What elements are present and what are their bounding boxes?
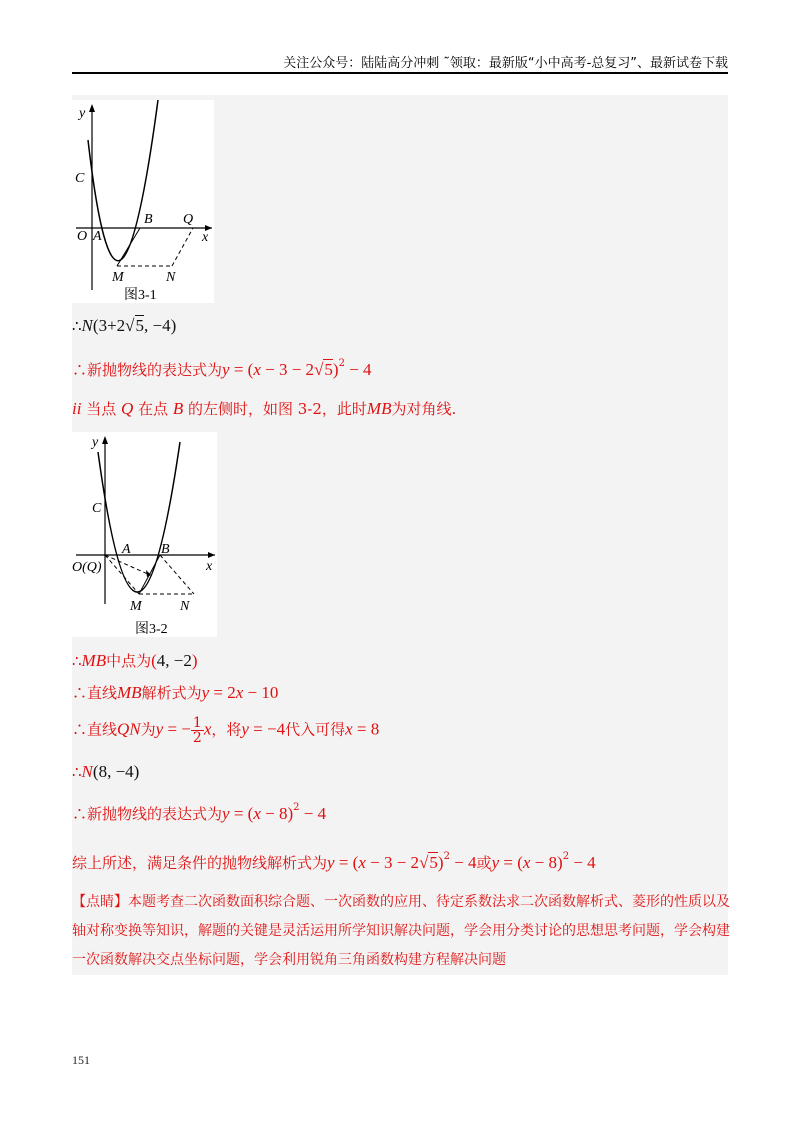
label-c: C [75,171,85,186]
figure-caption: 图3-2 [135,622,168,637]
label-y: y [79,106,86,121]
header-rule [72,72,728,74]
figure-3-2 [72,432,217,637]
figure-3-1 [72,100,214,303]
line-new-parabola-2: ∴新抛物线的表达式为$y = (x - 8)^2 - 4$ [72,802,327,823]
label-x: x [202,230,209,245]
label-b: B [161,542,170,557]
comment-paragraph: 【点睛】本题考查二次函数面积综合题、一次函数的应用、待定系数法求二次函数解析式、菱形的性质以及轴对称变换等知识，解题的关键是灵活运用所学知识解决问题，学会用分类讨论的思想思考问题，学会构建一次函数解决交点坐标问题，学会利用锐角三角函数构建方程解决问题 [72,894,730,968]
line-conclusion: 综上所述，满足条件的抛物线解析式为$y = (x - 3 - 2√5)^2 - 4$或$y = (x - 8)^2 - 4$ [72,851,596,872]
label-m: M [130,599,142,614]
label-c: C [92,501,102,516]
label-y: y [92,435,99,450]
figure-3-2-graph [72,432,217,637]
label-a: A [93,229,102,244]
line-new-parabola-1: ∴新抛物线的表达式为$y = (x - 3 - 2√5)^2 - 4$ [72,358,372,379]
page-header: 关注公众号：陆陆高分冲刺 ˜领取：最新版“小中高考-总复习”、最新试卷下载 [283,56,728,71]
fraction-one-half: $\frac{1}{2}$ [192,715,202,746]
page-number: 151 [72,1053,90,1067]
label-m: M [112,270,124,285]
figure-3-1-graph [72,100,214,303]
label-o-q: O(Q) [72,560,102,575]
label-n: N [166,270,176,285]
label-x: x [206,559,213,574]
label-b: B [144,212,153,227]
label-n: N [180,599,190,614]
figure-caption: 图3-1 [124,288,157,303]
line-n-coordinates-1: ∴N(3+2√5, −4) [72,316,177,335]
line-qn-equation: ∴直线QN为y = − $\frac{1}{2}$ x，将y = −4代入可得x = 8 [72,715,380,746]
label-q: Q [183,212,194,227]
label-a: A [122,542,131,557]
line-mb-midpoint: ∴MB中点为(4, −2) [72,651,198,670]
line-mb-equation: ∴直线MB解析式为y = 2x − 10 [72,683,279,702]
line-case-ii: ii 当点 Q 在点 B 的左侧时，如图 3-2，此时MB为对角线. [72,399,457,418]
label-o: O [77,229,88,244]
line-n-coordinates-2: ∴N(8, −4) [72,762,140,781]
